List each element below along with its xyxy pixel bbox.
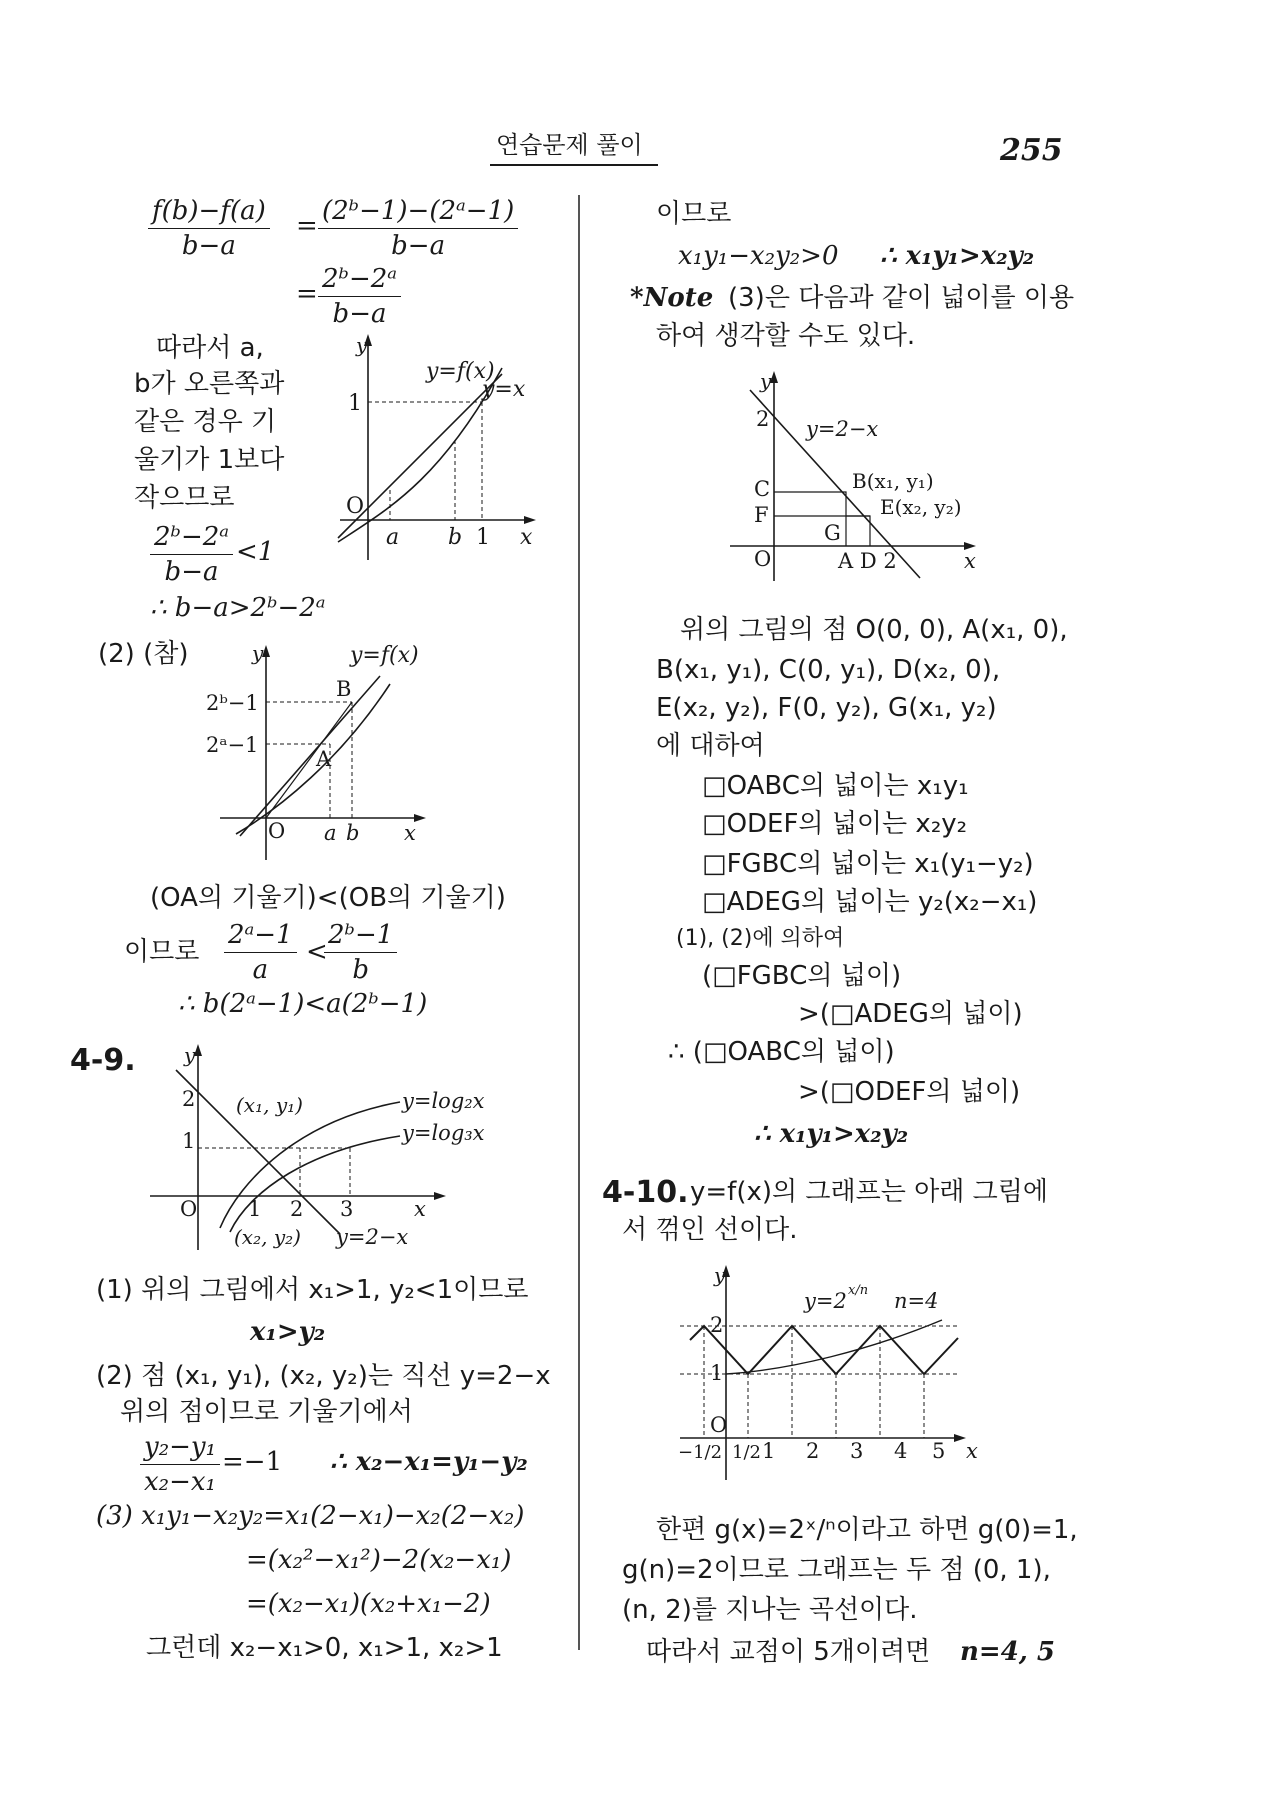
solution-2a: (2) 점 (x₁, y₁), (x₂, y₂)는 직선 y=2−x — [96, 1361, 551, 1391]
point-E: E(x₂, y₂) — [880, 495, 962, 519]
explanation-2: g(n)=2이므로 그래프는 두 점 (0, 1), — [622, 1555, 1051, 1585]
conclusion-1: ∴ b−a>2ᵇ−2ᵃ — [150, 593, 326, 623]
explanation-3: (n, 2)를 지나는 곡선이다. — [622, 1595, 918, 1625]
axis-label-x: x — [966, 1439, 978, 1463]
origin-label: O — [754, 547, 772, 571]
solution-1: (1) 위의 그림에서 x₁>1, y₂<1이므로 — [96, 1275, 529, 1305]
final-conclusion: ∴ x₁y₁>x₂y₂ — [754, 1119, 909, 1149]
origin-label: O — [710, 1413, 728, 1437]
solution-3c: =(x₂−x₁)(x₂+x₁−2) — [246, 1589, 491, 1619]
problem-4-10-number: 4-10. — [602, 1175, 689, 1210]
line-label-yx: y=x — [482, 377, 526, 402]
equals-sign: = — [296, 211, 318, 241]
by-1-2: (1), (2)에 의하여 — [676, 926, 845, 951]
column-divider — [578, 195, 580, 1650]
solution-1-result: x₁>y₂ — [250, 1317, 326, 1347]
tick-x-1: 1 — [762, 1439, 776, 1463]
conjunction: 이므로 — [656, 199, 732, 229]
fraction-difference-quotient: $\frac{f(b)-f(a)}{b-a}$ — [148, 196, 270, 261]
less-than-one: <1 — [236, 537, 275, 567]
axis-label-y: y — [252, 641, 264, 665]
axis-label-y: y — [760, 369, 772, 393]
curve-label-log3: y=log₃x — [402, 1121, 485, 1145]
point-x2y2: (x₂, y₂) — [234, 1225, 301, 1249]
line-label: y=2−x — [336, 1225, 409, 1249]
graph-points-AB — [200, 640, 440, 860]
tick-x-1: 1 — [248, 1197, 262, 1221]
problem-4-10-text: y=f(x)의 그래프는 아래 그림에 — [690, 1177, 1048, 1207]
tick-y-2: 2 — [182, 1087, 196, 1111]
curve-label-fx: y=f(x) — [350, 643, 419, 668]
fraction-slope-line: $\frac{\text{y₂−y₁}}{\text{x₂−x₁}}$ — [140, 1432, 220, 1497]
tick-2a-1: 2ᵃ−1 — [206, 733, 259, 757]
slope-value: =−1 — [222, 1447, 283, 1477]
problem-4-10-text-2: 서 꺾인 선이다. — [622, 1215, 798, 1245]
tick-y-1: 1 — [710, 1361, 724, 1385]
tick-2b-1: 2ᵇ−1 — [206, 691, 259, 715]
tick-y-2: 2 — [756, 407, 770, 431]
note-label: *Note — [630, 283, 714, 313]
axis-label-x: x — [964, 549, 976, 573]
tick-y-1: 1 — [348, 391, 362, 416]
n-label: n=4 — [894, 1289, 939, 1313]
tick-x-1: 1 — [476, 525, 490, 550]
axis-label-y: y — [184, 1043, 196, 1067]
tick-x-half: 1/2 — [732, 1442, 761, 1463]
area-compare-2: >(□ADEG의 넓이) — [798, 999, 1023, 1029]
fraction-slope-OA: $\frac{\text{2ᵃ−1}}{a}$ — [224, 920, 297, 985]
tick-x-4: 4 — [894, 1439, 908, 1463]
curve-label-fx: y=f(x) — [426, 359, 495, 384]
point-G: G — [824, 521, 841, 545]
explanation-4: 따라서 교점이 5개이려면 — [646, 1637, 931, 1667]
tick-x-2: 2 — [290, 1197, 304, 1221]
curve-exponent: x/n — [848, 1283, 869, 1298]
less-than: < — [306, 937, 328, 967]
text-line: 따라서 a, — [156, 333, 264, 363]
origin-label: O — [346, 494, 365, 519]
point-B: B — [336, 677, 352, 701]
tick-x-5: 5 — [932, 1439, 946, 1463]
solution-2-result: ∴ x₂−x₁=y₁−y₂ — [330, 1447, 528, 1477]
graph-convex-function — [330, 330, 550, 560]
conclusion-2: ∴ b(2ᵃ−1)<a(2ᵇ−1) — [178, 989, 428, 1019]
area-OABC: □OABC의 넓이는 x₁y₁ — [702, 771, 969, 801]
fraction-inequality: $\frac{\text{2ᵇ−2ᵃ}}{b-a}$ — [150, 522, 233, 587]
area-FGBC: □FGBC의 넓이는 x₁(y₁−y₂) — [702, 849, 1034, 879]
page-number: 255 — [1000, 133, 1063, 168]
section-title: 연습문제 풀이 — [496, 131, 643, 159]
tick-b: b — [448, 525, 463, 550]
axis-label-y: y — [356, 333, 368, 357]
area-compare-3: ∴ (□OABC의 넓이) — [668, 1037, 895, 1067]
tick-x-3: 3 — [850, 1439, 864, 1463]
solution-3d: 그런데 x₂−x₁>0, x₁>1, x₂>1 — [146, 1633, 503, 1663]
equals-sign-2: = — [296, 279, 318, 309]
inequality: x₁y₁−x₂y₂>0 — [678, 241, 839, 271]
area-ODEF: □ODEF의 넓이는 x₂y₂ — [702, 809, 968, 839]
tick-y-1: 1 — [182, 1129, 196, 1153]
part-2-label: (2) (참) — [98, 639, 189, 669]
tick-x-2: 2 — [806, 1439, 820, 1463]
points-definition-4: 에 대하여 — [656, 731, 765, 761]
points-definition-1: 위의 그림의 점 O(0, 0), A(x₁, 0), — [680, 615, 1068, 645]
text-line: 울기가 1보다 — [134, 445, 285, 475]
title-underline — [490, 164, 658, 166]
axis-label-x: x — [414, 1197, 426, 1221]
points-definition-3: E(x₂, y₂), F(0, y₂), G(x₁, y₂) — [656, 693, 997, 723]
final-answer: n=4, 5 — [960, 1637, 1055, 1667]
text-line: 작으므로 — [134, 483, 235, 513]
axis-label-y: y — [714, 1263, 726, 1287]
line-label: y=2−x — [806, 417, 879, 441]
fraction-simplified: $\frac{\text{2ᵇ−2ᵃ}}{b-a}$ — [318, 264, 401, 329]
origin-label: O — [180, 1197, 198, 1221]
conclusion: ∴ x₁y₁>x₂y₂ — [880, 241, 1035, 271]
graph-log-functions — [140, 1040, 500, 1260]
point-C: C — [754, 477, 771, 501]
point-x1y1: (x₁, y₁) — [236, 1093, 303, 1117]
origin-label: O — [268, 819, 286, 843]
fraction-expanded: $\frac{\text{(2ᵇ−1)−(2ᵃ−1)}}{b-a}$ — [318, 196, 518, 261]
point-A: A — [316, 747, 332, 771]
area-ADEG: □ADEG의 넓이는 y₂(x₂−x₁) — [702, 887, 1038, 917]
explanation-1: 한편 g(x)=2ˣ/ⁿ이라고 하면 g(0)=1, — [656, 1515, 1078, 1545]
tick-b: b — [346, 821, 360, 845]
ticks-ADtwo: A D 2 — [838, 549, 897, 573]
note-text: (3)은 다음과 같이 넓이를 이용 — [728, 283, 1075, 313]
text-line: 같은 경우 기 — [134, 407, 277, 437]
solution-3a: (3) x₁y₁−x₂y₂=x₁(2−x₁)−x₂(2−x₂) — [96, 1501, 525, 1531]
tick-x-3: 3 — [340, 1197, 354, 1221]
axis-label-x: x — [404, 821, 416, 845]
solution-2b: 위의 점이므로 기울기에서 — [120, 1397, 413, 1427]
note-text-2: 하여 생각할 수도 있다. — [656, 321, 916, 351]
area-compare-1: (□FGBC의 넓이) — [702, 961, 902, 991]
fraction-slope-OB: $\frac{\text{2ᵇ−1}}{b}$ — [324, 920, 397, 985]
area-compare-4: >(□ODEF의 넓이) — [798, 1077, 1021, 1107]
point-B: B(x₁, y₁) — [852, 469, 934, 493]
points-definition-2: B(x₁, y₁), C(0, y₁), D(x₂, 0), — [656, 655, 1001, 685]
curve-label-log2: y=log₂x — [402, 1089, 485, 1113]
graph-zigzag-exponential — [670, 1260, 990, 1500]
conjunction: 이므로 — [124, 937, 200, 967]
tick-a: a — [324, 821, 337, 845]
graph-area-rectangles — [720, 366, 1010, 586]
tick-y-2: 2 — [710, 1313, 724, 1337]
slope-comparison: (OA의 기울기)<(OB의 기울기) — [150, 883, 506, 913]
problem-4-9-number: 4-9. — [70, 1043, 136, 1078]
tick-a: a — [386, 525, 400, 550]
axis-label-x: x — [520, 525, 533, 550]
tick-x-neg-half: −1/2 — [678, 1442, 723, 1463]
point-F: F — [754, 503, 769, 527]
text-line: b가 오른쪽과 — [134, 369, 285, 399]
solution-3b: =(x₂²−x₁²)−2(x₂−x₁) — [246, 1545, 512, 1575]
curve-label: y=2 — [804, 1289, 847, 1313]
